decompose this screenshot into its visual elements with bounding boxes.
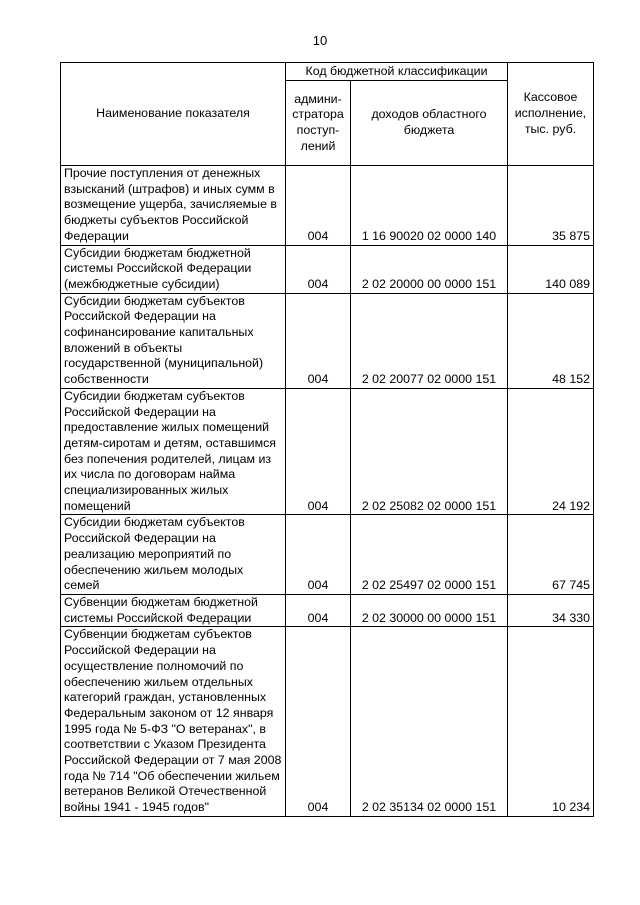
row-income-code: 1 16 90020 02 0000 140 [351, 166, 508, 246]
row-name: Субсидии бюджетам бюджетной системы Российской Федерации (межбюджетные субсидии) [61, 245, 286, 293]
row-name: Субвенции бюджетам бюджетной системы Российской Федерации [61, 594, 286, 626]
row-admin-code: 004 [286, 594, 351, 626]
header-income: доходов областного бюджета [351, 81, 508, 166]
row-admin-code: 004 [286, 515, 351, 595]
row-income-code: 2 02 20077 02 0000 151 [351, 293, 508, 388]
table-row [61, 594, 594, 626]
table-row [61, 515, 594, 595]
row-income-code: 2 02 30000 00 0000 151 [351, 594, 508, 626]
row-admin-code: 004 [286, 388, 351, 515]
table-header [61, 63, 594, 166]
table-row [61, 388, 594, 515]
table-row [61, 293, 594, 388]
row-income-code: 2 02 25497 02 0000 151 [351, 515, 508, 595]
row-name: Субвенции бюджетам субъектов Российской Федерации на осуществление полномочий по обеспечению жильем отдельных категорий граждан, установленных Федеральным законом от 12 января 1995 года № 5-ФЗ "О ветеранах", в соответствии с Указом Президента Российской Федерации от 7 мая 2008 года № 714 "Об обеспечении жильем ветеранов Великой Отечественной войны 1941 - 1945 годов" [61, 627, 286, 816]
table-row [61, 166, 594, 246]
row-admin-code: 004 [286, 627, 351, 816]
row-admin-code: 004 [286, 293, 351, 388]
row-name: Субсидии бюджетам субъектов Российской Федерации на реализацию мероприятий по обеспечению жильем молодых семей [61, 515, 286, 595]
page-number: 10 [312, 33, 328, 48]
header-admin: админи-стратора поступ-лений [286, 81, 351, 166]
row-name: Субсидии бюджетам субъектов Российской Федерации на софинансирование капитальных вложений в объекты государственной (муниципальной) собственности [61, 293, 286, 388]
row-admin-code: 004 [286, 245, 351, 293]
row-amount: 35 875 [508, 166, 594, 246]
row-income-code: 2 02 25082 02 0000 151 [351, 388, 508, 515]
header-code-group: Код бюджетной классификации [286, 63, 508, 81]
budget-table [60, 62, 594, 817]
header-name: Наименование показателя [61, 63, 286, 166]
row-amount: 140 089 [508, 245, 594, 293]
row-amount: 10 234 [508, 627, 594, 816]
row-income-code: 2 02 35134 02 0000 151 [351, 627, 508, 816]
row-name: Прочие поступления от денежных взысканий (штрафов) и иных сумм в возмещение ущерба, зачисляемые в бюджеты субъектов Российской Федерации [61, 166, 286, 246]
row-amount: 67 745 [508, 515, 594, 595]
header-amount: Кассовое исполнение, тыс. руб. [508, 63, 594, 166]
table-row [61, 245, 594, 293]
row-amount: 34 330 [508, 594, 594, 626]
row-amount: 48 152 [508, 293, 594, 388]
row-amount: 24 192 [508, 388, 594, 515]
row-income-code: 2 02 20000 00 0000 151 [351, 245, 508, 293]
row-admin-code: 004 [286, 166, 351, 246]
row-name: Субсидии бюджетам субъектов Российской Федерации на предоставление жилых помещений детям-сиротам и детям, оставшимся без попечения родителей, лицам из их числа по договорам найма специализированных жилых помещений [61, 388, 286, 515]
table-row [61, 627, 594, 816]
